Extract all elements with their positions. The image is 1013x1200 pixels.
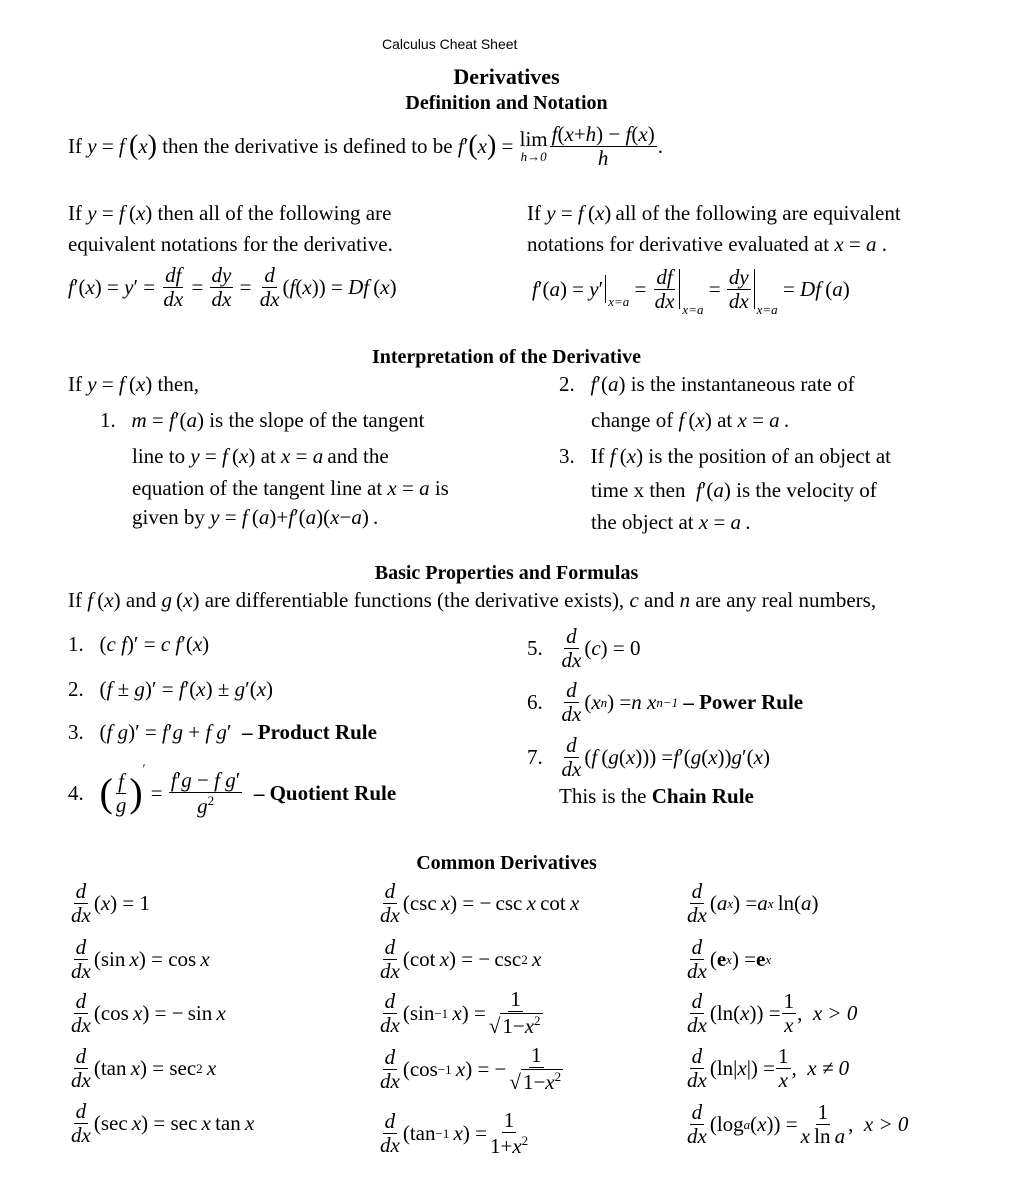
main-title: Derivatives	[453, 64, 560, 89]
notation-right-line1: If y = f (x) all of the following are equivalent	[527, 201, 901, 225]
basic-item-1: 1. (c f)′ = c f′(x)	[68, 632, 210, 656]
section-title-common: Common Derivatives	[416, 852, 597, 874]
basic-item-3: 3. (f g)′ = f′g + f g′ – Product Rule	[68, 720, 377, 744]
section-title-interpretation: Interpretation of the Derivative	[371, 346, 641, 368]
deriv-arctan: $\frac{d}{dx}$ (tan −1 x ) = $\frac{1}{1+x^2}$	[380, 1107, 529, 1158]
chain-rule-note: This is the Chain Rule	[559, 784, 754, 808]
deriv-sin: $\frac{d}{dx}$ (sin x ) = cos x	[71, 934, 210, 983]
deriv-ln: $\frac{d}{dx}$ (ln( x )) = $\frac{1}{x}$ , x > 0	[687, 988, 858, 1037]
section-title-basic: Basic Properties and Formulas	[374, 562, 639, 584]
interp-item-3-line2: time x then f′(a) is the velocity of	[591, 478, 877, 502]
interp-item-1-line3: equation of the tangent line at x = a is	[132, 476, 449, 500]
basic-item-7: 7. $\frac{d}{dx}$ ( f ( g ( x ))) = f ′( g ( x )) g ′( x )	[527, 732, 770, 781]
deriv-e-pow-x: $\frac{d}{dx}$ ( e x ) = e x	[687, 934, 772, 983]
section-title-definition: Definition and Notation	[405, 92, 608, 114]
deriv-arcsin: $\frac{d}{dx}$ (sin −1 x ) = $\frac{1}{√1-x^2}$	[380, 987, 541, 1038]
basic-item-4: 4. ( $\frac{f}{g}$ ) ′ = $\frac{\text{f′g − f g′}}{g^2}$ – Quotient Rule	[68, 761, 397, 818]
notation-left-line2: equivalent notations for the derivative.	[68, 232, 393, 256]
notation-left-line1: If y = f (x) then all of the following are	[68, 201, 392, 225]
interp-item-1-line4: given by y = f (a)+f′(a)(x−a) .	[132, 505, 379, 529]
definition-line: If y = f ( x ) then the derivative is defined to be f ′ ( x ) = lim h→0 $\frac{f(x+h) - f(x)}{h}$ .	[68, 121, 663, 170]
deriv-sec: $\frac{d}{dx}$ (sec x ) = sec x tan x	[71, 1098, 255, 1147]
deriv-x: $\frac{d}{dx}$ ( x ) = 1	[71, 878, 150, 927]
notation-left-formula: f ′( x ) = y ′ = $\frac{df}{dx}$ = $\frac{dy}{dx}$ = $\frac{d}{dx}$ ( f ( x )) = Df ( x )	[68, 262, 397, 311]
interp-lead: If y = f (x) then,	[68, 372, 199, 396]
document-header: Calculus Cheat Sheet	[382, 36, 518, 52]
deriv-cos: $\frac{d}{dx}$ (cos x ) = − sin x	[71, 988, 226, 1037]
deriv-arccos: $\frac{d}{dx}$ (cos −1 x ) = − $\frac{1}{√1-x^2}$	[380, 1043, 562, 1094]
basic-item-6: 6. $\frac{d}{dx}$ ( x n ) = n x n−1 – Power Rule	[527, 677, 804, 726]
interp-item-1-line2: line to y = f (x) at x = a and the	[132, 444, 389, 468]
basic-item-5: 5. $\frac{d}{dx}$ ( c ) = 0	[527, 623, 641, 672]
deriv-log-a: $\frac{d}{dx}$ (log a ( x )) = $\frac{1}{\text{x ln a}}$ , x > 0	[687, 1099, 909, 1148]
deriv-tan: $\frac{d}{dx}$ (tan x ) = sec 2 x	[71, 1043, 217, 1092]
basic-intro: If f (x) and g (x) are differentiable functions (the derivative exists), c and n are any real numbers,	[68, 588, 877, 612]
basic-item-2: 2. (f ± g)′ = f′(x) ± g′(x)	[68, 677, 274, 701]
deriv-cot: $\frac{d}{dx}$ (cot x ) = − csc 2 x	[380, 934, 542, 983]
interp-item-3-line3: the object at x = a .	[591, 510, 751, 534]
deriv-a-pow-x: $\frac{d}{dx}$ ( a x ) = a x ln( a )	[687, 878, 819, 927]
notation-right-line2: notations for derivative evaluated at x = a .	[527, 232, 887, 256]
interp-item-2-line2: change of f (x) at x = a .	[591, 408, 790, 432]
interp-item-1-line1: 1. m = f′(a) is the slope of the tangent	[100, 408, 425, 432]
interp-item-3-line1: 3. If f (x) is the position of an object at	[559, 444, 891, 468]
notation-right-formula: f ′( a ) = y ′ $_{x=a}$ = $\frac{df}{dx}$ $_{x=a}$ = $\frac{dy}{dx}$ $_{x=a}$ = Df ( a )	[532, 264, 850, 317]
interp-item-2-line1: 2. f′(a) is the instantaneous rate of	[559, 372, 855, 396]
deriv-ln-abs: $\frac{d}{dx}$ (ln| x |) = $\frac{1}{x}$ , x ≠ 0	[687, 1043, 850, 1092]
deriv-csc: $\frac{d}{dx}$ (csc x ) = − csc x cot x	[380, 878, 580, 927]
